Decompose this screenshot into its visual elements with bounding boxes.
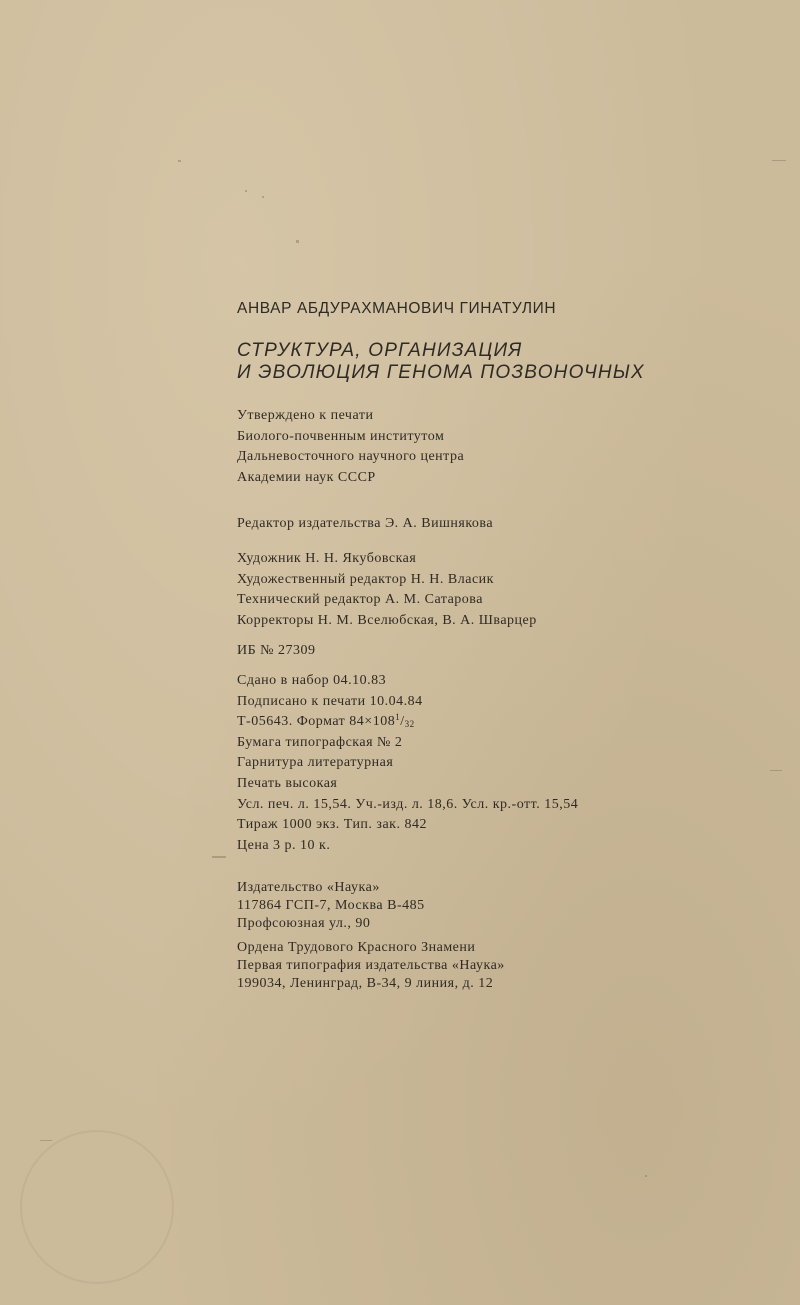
title-line: И ЭВОЛЮЦИЯ ГЕНОМА ПОЗВОНОЧНЫХ (237, 362, 645, 383)
sheet-counts: Усл. печ. л. 15,54. Уч.-изд. л. 18,6. Усл. кр.-отт. 15,54 (237, 796, 579, 812)
credit-line: Корректоры Н. М. Вселюбская, В. А. Шварцер (237, 612, 537, 628)
paper-speck (212, 856, 226, 858)
publisher-address (237, 879, 425, 933)
publisher-line: 117864 ГСП-7, Москва В-485 (237, 898, 425, 913)
paper-speck (645, 1175, 647, 1177)
format-numerator: 1 (395, 712, 401, 723)
faded-library-stamp (20, 1130, 174, 1284)
ib-line: ИБ № 27309 (237, 643, 316, 658)
paper-speck (245, 190, 247, 192)
credit-line: Художник Н. Н. Якубовская (237, 551, 417, 566)
publishing-editor (237, 514, 493, 535)
printer-line: Первая типография издательства «Наука» (237, 958, 505, 973)
paper-speck (770, 770, 782, 771)
credit-line: Художественный редактор Н. Н. Власик (237, 571, 494, 587)
paper-type: Бумага типографская № 2 (237, 734, 403, 750)
paper-speck (772, 160, 786, 161)
editor-line: Редактор издательства Э. А. Вишнякова (237, 516, 494, 531)
signed-date: Подписано к печати 10.04.84 (237, 693, 423, 709)
publisher-line: Профсоюзная ул., 90 (237, 916, 371, 931)
approval-line: Академии наук СССР (237, 469, 376, 485)
title-line: СТРУКТУРА, ОРГАНИЗАЦИЯ (237, 340, 523, 361)
approval-block (237, 406, 464, 488)
print-run: Тираж 1000 экз. Тип. зак. 842 (237, 817, 427, 833)
approval-line: Утверждено к печати (237, 408, 374, 423)
paper-speck (40, 1140, 52, 1141)
author-name: АНВАР АБДУРАХМАНОВИЧ ГИНАТУЛИН (237, 300, 557, 317)
printer-line: Ордена Трудового Красного Знамени (237, 940, 476, 955)
book-title (237, 340, 645, 384)
format-text: Т-05643. Формат 84×108 (237, 714, 396, 730)
credit-line: Технический редактор А. М. Сатарова (237, 592, 483, 608)
publisher-line: Издательство «Наука» (237, 880, 380, 895)
typeface: Гарнитура литературная (237, 755, 394, 771)
printer-address (237, 939, 505, 993)
price: Цена 3 р. 10 к. (237, 837, 331, 853)
paper-speck (262, 196, 264, 198)
approval-line: Биолого-почвенным институтом (237, 428, 445, 444)
paper-speck (178, 160, 181, 162)
ib-number (237, 641, 316, 662)
format-line (237, 712, 578, 733)
credits-block (237, 549, 537, 631)
submitted-date: Сдано в набор 04.10.83 (237, 673, 387, 688)
format-slash: / (400, 714, 405, 730)
paper-speck (296, 240, 299, 243)
print-details-block (237, 671, 578, 856)
printing-method: Печать высокая (237, 775, 338, 791)
approval-line: Дальневосточного научного центра (237, 449, 465, 465)
format-denominator: 32 (404, 719, 415, 730)
printer-line: 199034, Ленинград, В-34, 9 линия, д. 12 (237, 976, 494, 991)
